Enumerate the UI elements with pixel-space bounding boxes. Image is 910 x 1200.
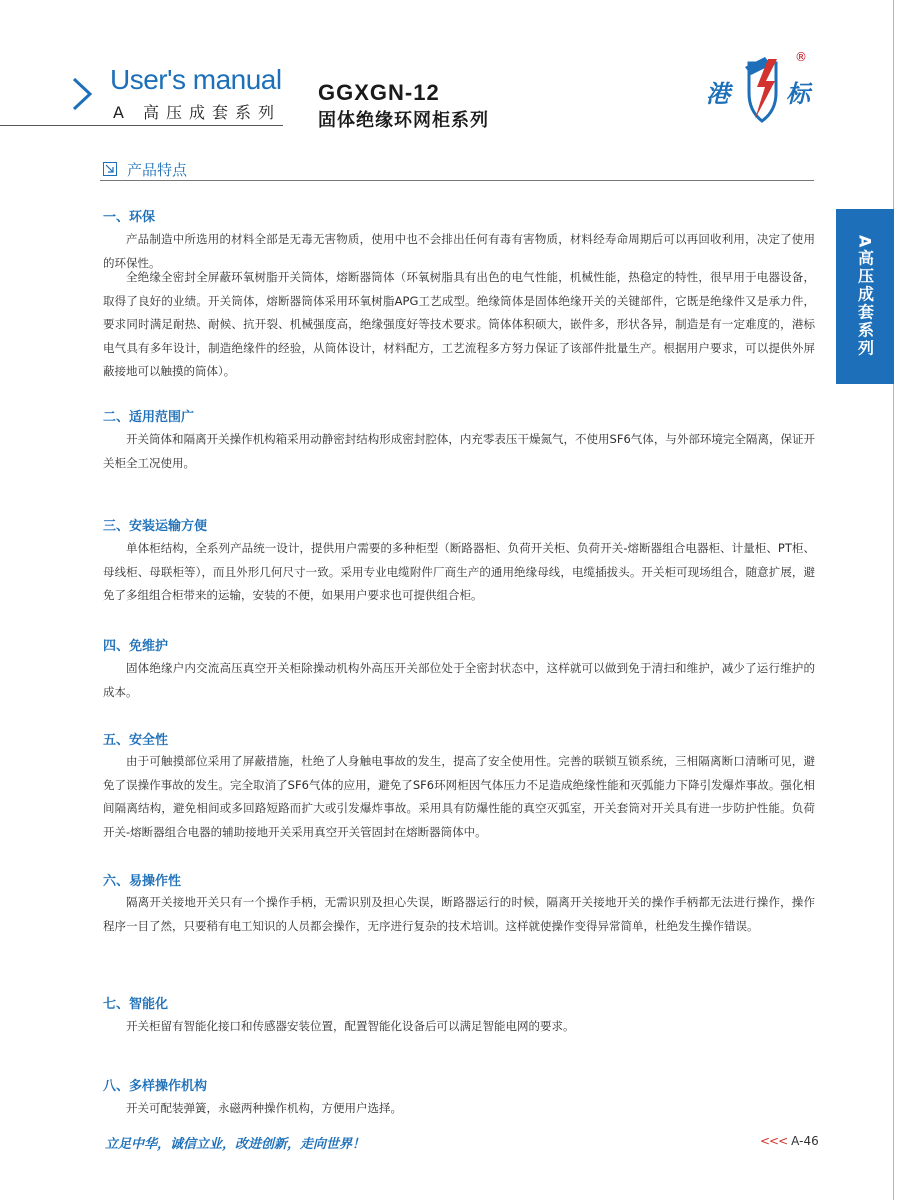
paragraph: 全绝缘全密封全屏蔽环氧树脂开关筒体，熔断器筒体（环氧树脂具有出色的电气性能，机械性能，热稳定的特性，很早用于电器设备，取得了良好的业绩。开关筒体，熔断器筒体采用环氧树脂APG工艺成型。绝缘筒体是固体绝缘开关的关键部件，它既是绝缘件又是承力件，要求同时满足耐热、耐候、抗开裂、机械强度高，绝缘强度好等技术要求。筒体体积硕大，嵌件多，形状各异，制造是有一定难度的，港标电气具有多年设计，制造绝缘件的经验，从筒体设计，材料配方，工艺流程多方努力保证了该部件批量生产。根据用户要求，可以提供外屏蔽接地可以触摸的筒体）。 (103, 270, 815, 378)
page-number (760, 1134, 819, 1148)
logo-char-right: 标 (786, 79, 810, 108)
registered-mark: ® (795, 50, 807, 64)
heading-easy-operation: 六、易操作性 (103, 874, 182, 889)
section-divider (100, 180, 814, 181)
heading-wide-application: 二、适用范围广 (103, 410, 195, 425)
brand-title: User's manual (110, 64, 282, 95)
paragraph: 由于可触摸部位采用了屏蔽措施，杜绝了人身触电事故的发生，提高了安全使用性。完善的联锁互锁系统，三相隔离断口清晰可见，避免了误操作事故的发生。完全取消了SF6气体的应用，避免了SF6环网柜因气体压力不足造成绝缘性能和灭弧能力下降引发爆炸事故。强化相间隔离结构，避免相间或多回路短路而扩大或引发爆炸事故。采用具有防爆性能的真空灭弧室，开关套筒对开关具有进一步防护性能。负荷开关-熔断器组合电器的辅助接地开关采用真空开关管固封在熔断器筒体中。 (103, 754, 815, 839)
heading-easy-installation: 三、安装运输方便 (103, 519, 208, 534)
logo-char-left: 港 (706, 79, 730, 108)
heading-operating-mechanism: 八、多样操作机构 (103, 1079, 208, 1094)
section-title: 产品特点 (127, 161, 188, 179)
header-underline (0, 125, 283, 126)
heading-safety: 五、安全性 (103, 733, 169, 748)
series-subtitle: A 高压成套系列 (113, 103, 282, 122)
heading-environmental: 一、环保 (103, 210, 156, 225)
paragraph: 固体绝缘户内交流高压真空开关柜除操动机构外高压开关部位处于全密封状态中，这样就可以做到免于清扫和维护，减少了运行维护的成本。 (103, 661, 815, 699)
paragraph: 开关筒体和隔离开关操作机构箱采用动静密封结构形成密封腔体，内充零表压干燥氮气，不使用SF6气体，与外部环境完全隔离，保证开关柜全工况使用。 (103, 432, 815, 470)
footer-slogan: 立足中华，诚信立业，改进创新，走向世界！ (105, 1137, 366, 1152)
page-number-label: A-46 (791, 1134, 819, 1148)
product-name: 固体绝缘环网柜系列 (318, 110, 489, 131)
paragraph: 隔离开关接地开关只有一个操作手柄，无需识别及担心失误，断路器运行的时候，隔离开关接地开关的操作手柄都无法进行操作，操作程序一目了然，只要稍有电工知识的人员都会操作，无序进行复杂的技术培训。这样就使操作变得异常简单，杜绝发生操作错误。 (103, 895, 815, 933)
side-category-tab (836, 209, 894, 384)
arrow-box-icon (103, 162, 117, 176)
product-model: GGXGN-12 (318, 80, 440, 105)
paragraph: 开关可配装弹簧，永磁两种操作机构，方便用户选择。 (126, 1101, 402, 1115)
heading-maintenance-free: 四、免维护 (103, 639, 169, 654)
page-border-line (893, 0, 894, 1200)
paragraph: 产品制造中所选用的材料全部是无毒无害物质，使用中也不会排出任何有毒有害物质，材料经寿命周期后可以再回收利用，决定了使用的环保性。 (103, 232, 815, 270)
heading-intelligent: 七、智能化 (103, 997, 169, 1012)
chevron-right-icon (70, 76, 94, 112)
side-tab-label: A高压成套系列 (855, 235, 875, 358)
paragraph: 开关柜留有智能化接口和传感器安装位置，配置智能化设备后可以满足智能电网的要求。 (126, 1019, 575, 1033)
double-chevron-left-icon: <<< (760, 1134, 788, 1148)
paragraph: 单体柜结构，全系列产品统一设计，提供用户需要的多种柜型（断路器柜、负荷开关柜、负荷开关-熔断器组合电器柜、计量柜、PT柜、母线柜、母联柜等），而且外形几何尺寸一致。采用专业电缆附件厂商生产的通用绝缘母线，电缆插拔头。开关柜可现场组合，随意扩展，避免了多组组合柜带来的运输，安装的不便，如果用户要求也可提供组合柜。 (103, 541, 815, 602)
